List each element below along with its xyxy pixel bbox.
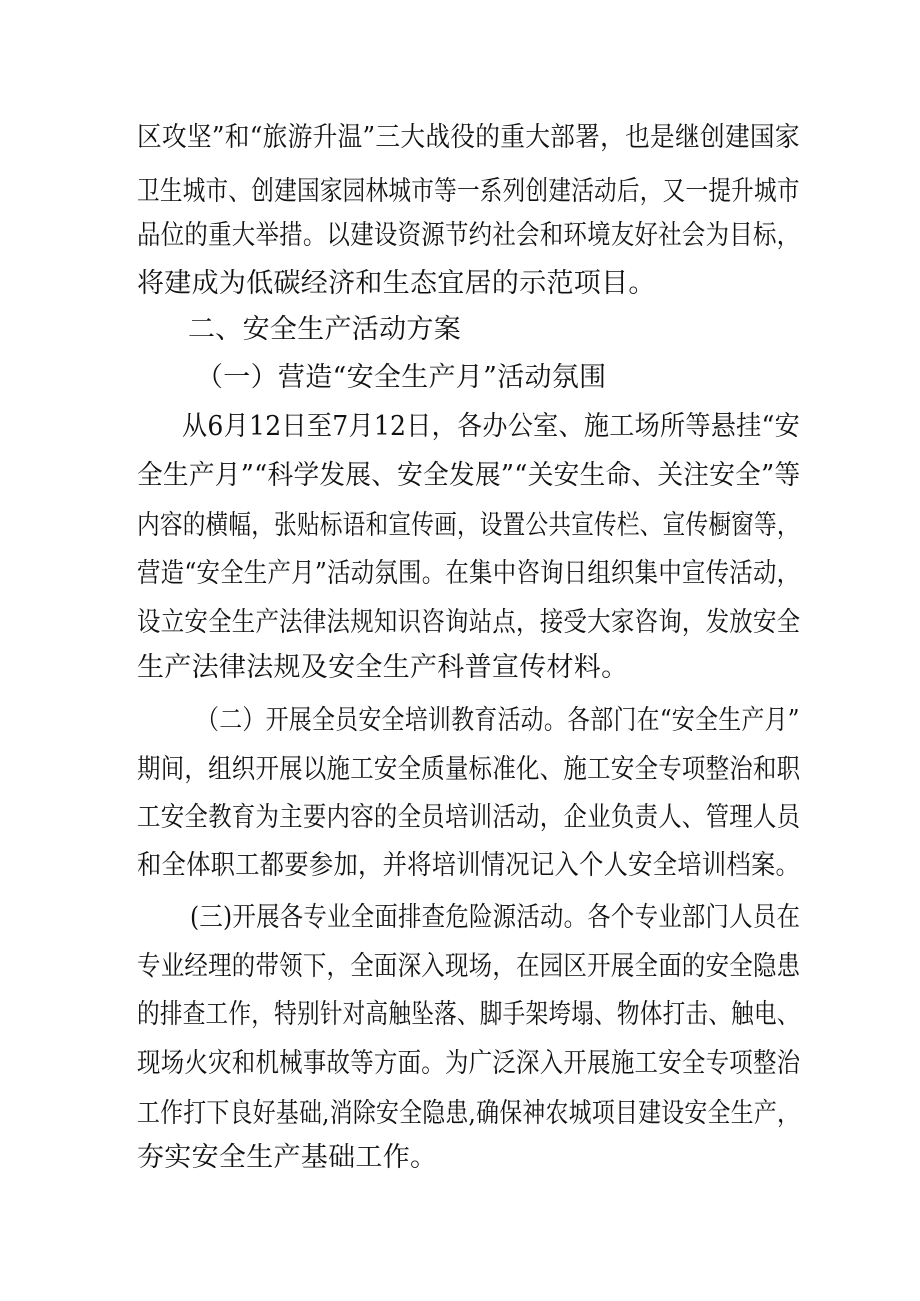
intro-line-3: 品位的重大举措。以建设资源节约社会和环境友好社会为目标， [137,220,801,251]
subsection-one-line-3: 内容的横幅，张贴标语和宣传画，设置公共宣传栏、宣传橱窗等， [137,510,800,541]
subsection-three-line-4: 现场火灾和机械事故等方面。为广泛深入开展施工安全专项整治 [137,1048,801,1079]
subsection-two-line-2: 期间，组织开展以施工安全质量标准化、施工安全专项整治和职 [137,754,801,785]
subsection-three-line-1: (三)开展各专业全面排查危险源活动。各个专业部门人员在 [190,902,801,933]
subsection-one-heading: （一）营造“安全生产月”活动氛围 [196,362,607,393]
subsection-one-line-4: 营造“安全生产月”活动氛围。在集中咨询日组织集中宣传活动， [137,558,801,589]
intro-line-4: 将建成为低碳经济和生态宜居的示范项目。 [137,268,656,299]
intro-line-2: 卫生城市、创建国家园林城市等一系列创建活动后，又一提升城市 [137,176,800,207]
subsection-three-line-5: 工作打下良好基础,消除安全隐患,确保神农城项目建设安全生产， [137,1098,801,1129]
subsection-one-line-6: 生产法律法规及安全生产科普宣传材料。 [137,652,629,683]
intro-line-1: 区攻坚”和“旅游升温”三大战役的重大部署，也是继创建国家 [137,122,800,153]
subsection-three-line-3: 的排查工作，特别针对高触坠落、脚手架垮塌、物体打击、触电、 [137,999,800,1030]
subsection-one-line-5: 设立安全生产法律法规知识咨询站点，接受大家咨询，发放安全 [137,607,801,638]
subsection-one-line-2: 全生产月”“科学发展、安全发展”“关安生命、关注安全”等 [137,460,801,491]
subsection-two-line-1: （二）开展全员安全培训教育活动。各部门在“安全生产月” [196,705,800,736]
subsection-two-line-4: 和全体职工都要参加，并将培训情况记入个人安全培训档案。 [137,850,801,881]
subsection-three-line-6: 夯实安全生产基础工作。 [137,1142,438,1173]
subsection-one-line-1: 从6月12日至7月12日，各办公室、施工场所等悬挂“安 [182,411,800,442]
section-two-heading: 二、安全生产活动方案 [188,314,461,345]
subsection-two-line-3: 工安全教育为主要内容的全员培训活动，企业负责人、管理人员 [137,802,801,833]
subsection-three-line-2: 专业经理的带领下，全面深入现场，在园区开展全面的安全隐患 [137,951,801,982]
